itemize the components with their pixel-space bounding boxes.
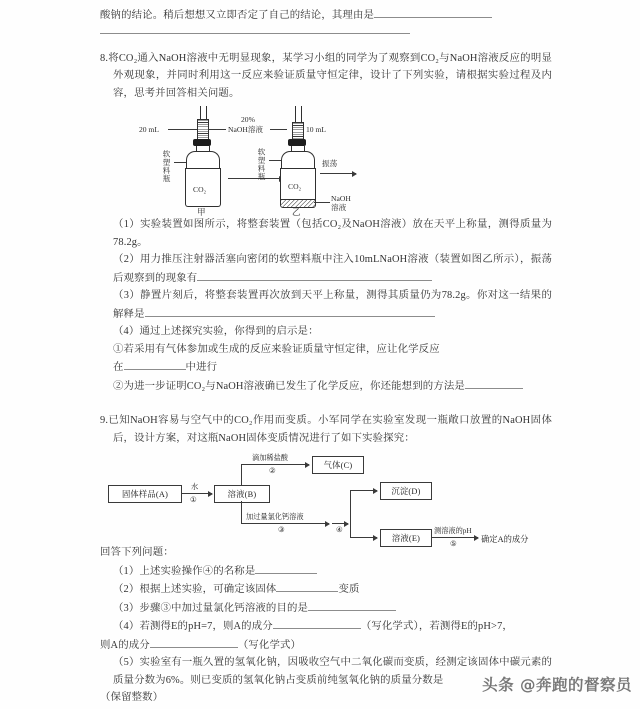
flowchart-line-b-up — [241, 464, 242, 485]
left-bottle-name-leader — [174, 162, 186, 163]
right-volume-label: 10 mL — [306, 125, 327, 134]
q8-item-4-text: 通过上述探究实验，你得到的启示是： — [139, 326, 319, 337]
question-9-stem-text: 已知NaOH容易与空气中的CO₂作用而变质。小军同学在实验室发现一瓶敞口放置的NaOH固体后，设计方案，对这瓶NaOH固体变质情况进行了如下实验探究： — [108, 415, 552, 444]
top-fragment-text: 酸钠的结论。稍后想想又立即否定了自己的结论，其理由是 — [100, 10, 375, 21]
q9-item-4-blank-2[interactable] — [150, 636, 238, 648]
q9-item-5-note: （保留整数） — [100, 692, 164, 703]
q9-item-3-text: 步骤③中加过量氯化钙溶液的目的是 — [139, 602, 309, 614]
question-8-number: 8. — [100, 52, 109, 64]
answer-blank-continued[interactable] — [100, 33, 410, 34]
q8-subitem-2 — [100, 377, 552, 396]
q8-item-4 — [100, 323, 552, 341]
flowchart-node-precipitate-d: 沉淀(D) — [380, 482, 432, 500]
question-8-stem-text: 将CO₂通入NaOH溶液中无明显现象，某学习小组的同学为了观察到CO₂与NaOH溶液反应的明显外观现象，并同时利用这一反应来验证质量守恒定律，设计了下列实验，请根据实验过程及内容，思考并回答相关问题。 — [108, 52, 552, 99]
flowchart-node-solid-sample-a: 固体样品(A) — [108, 485, 182, 503]
q9-item-3 — [100, 599, 552, 618]
q9-item-4-line2 — [100, 636, 552, 655]
q8-item-1 — [100, 216, 552, 251]
left-syringe-plunger — [200, 106, 207, 119]
q8-item-3 — [100, 287, 552, 323]
naoh-reagent-label: NaOH溶液 — [228, 125, 264, 134]
q8-item-2 — [100, 251, 552, 287]
shake-arrow — [320, 173, 356, 174]
q8-item-2-label: （2） — [113, 254, 140, 265]
flowchart-step-3: ③ — [278, 525, 285, 534]
naoh-solution-leader — [314, 202, 330, 203]
right-bottle-stopper — [288, 139, 306, 146]
question-9-stem — [100, 412, 552, 447]
flowchart-step-5: ⑤ — [450, 539, 457, 548]
flowchart-arrow-e-to-result — [432, 537, 478, 538]
q8-item-2-text: 用力推压注射器活塞向密闭的软塑料瓶中注入10mLNaOH溶液（装置如图乙所示），振荡后观察到的现象有 — [113, 254, 552, 284]
q9-item-1-label: （1） — [113, 565, 140, 577]
flowchart-label-add-dilute-hcl: 滴加稀盐酸 — [252, 454, 288, 462]
left-volume-label: 20 mL — [139, 125, 160, 134]
q8-item-1-label: （1） — [113, 219, 141, 230]
left-bottle-stopper — [193, 139, 211, 146]
q8-subitem-1-blank[interactable] — [124, 358, 186, 370]
right-syringe-plunger — [295, 106, 302, 122]
document-content — [100, 0, 552, 707]
co2-naoh-bottle-experiment-figure — [100, 106, 552, 217]
left-bottle-name-label: 软塑料瓶 — [162, 150, 171, 183]
flowchart-label-water: 水 — [191, 483, 199, 491]
q8-subitem-1-prefix: 在 — [113, 362, 124, 373]
flowchart-split-bar — [350, 490, 351, 537]
q9-item-2 — [100, 580, 552, 599]
q8-subitem-2-blank[interactable] — [465, 377, 523, 389]
flowchart-step-4: ④ — [336, 525, 343, 534]
flowchart-result-text: 确定A的成分 — [481, 535, 529, 544]
q9-item-4-seg4: （写化学式） — [237, 639, 302, 651]
q9-item-5-label: （5） — [113, 657, 140, 668]
q8-item-2-blank[interactable] — [197, 269, 432, 281]
q8-subitem-2-text: 为进一步证明CO₂与NaOH溶液确已发生了化学反应，你还能想到的方法是 — [123, 380, 465, 392]
left-bottle-gas-label: CO₂ — [193, 185, 207, 194]
q8-subitem-2-label: ② — [113, 380, 124, 392]
q9-item-3-blank[interactable] — [308, 599, 396, 611]
naoh-reagent-leader-left — [208, 129, 226, 130]
q9-item-2-blank[interactable] — [276, 580, 338, 592]
top-fragment-paragraph — [100, 6, 552, 25]
q8-item-3-label: （3） — [113, 290, 141, 301]
q8-subitem-1-label: ① — [113, 343, 124, 355]
q8-subitem-1-text: 若采用有气体参加或生成的反应来验证质量守恒定律，应让化学反应 — [123, 343, 440, 355]
shake-label: 振荡 — [322, 159, 338, 168]
flowchart-arrow-add-cacl2 — [241, 523, 329, 524]
flowchart-line-b-down — [241, 501, 242, 523]
q9-item-2-label: （2） — [113, 584, 140, 595]
flowchart-arrow-to-precipitate-d — [350, 490, 377, 491]
flowchart-arrow-to-split — [332, 523, 348, 524]
right-bottle-shoulder — [281, 151, 315, 169]
q8-item-1-text: 实验装置如图所示，将整套装置（包括CO₂及NaOH溶液）放在天平上称量，测得质量为78.2g。 — [113, 219, 552, 248]
flowchart-label-measure-ph: 测溶液的pH — [434, 527, 472, 535]
q9-item-4-blank-1[interactable] — [273, 617, 361, 629]
q9-item-2-text-after: 变质 — [338, 584, 360, 595]
channel-watermark: 头条 @奔跑的督察员 — [482, 676, 632, 694]
left-apparatus-caption: 甲 — [197, 207, 206, 217]
naoh-reagent-leader-right — [270, 129, 287, 130]
q9-item-4 — [100, 617, 552, 636]
flowchart-step-2: ② — [269, 466, 276, 475]
flowchart-arrow-a-to-b — [182, 493, 212, 494]
naoh-solution-label-line2: 溶液 — [331, 203, 347, 212]
naoh-degradation-flowchart-figure — [100, 452, 552, 548]
answer-blank[interactable] — [374, 6, 492, 18]
right-bottle-name-leader — [269, 160, 281, 161]
q9-item-4-seg1: 若测得E的pH=7，则A的成分 — [139, 621, 273, 632]
left-volume-leader — [168, 129, 197, 130]
q9-item-1-text: 上述实验操作④的名称是 — [139, 565, 256, 577]
q9-item-4-seg2: （写化学式），若测得E的pH>7， — [360, 621, 513, 632]
naoh-solution-label-line1: NaOH — [331, 194, 351, 203]
flowchart-step-1: ① — [190, 495, 197, 504]
q8-item-3-text: 静置片刻后，将整套装置再次放到天平上称量，测得其质量仍为78.2g。你对这一结果的解释是 — [113, 290, 552, 320]
q9-item-4-label: （4） — [113, 621, 140, 632]
q8-subitem-1 — [100, 341, 552, 359]
q9-item-3-label: （3） — [113, 602, 140, 614]
q9-item-4-seg3: 则A的成分 — [100, 639, 150, 651]
flowchart-arrow-to-gas-c — [241, 464, 309, 465]
right-bottle-gas-label: CO₂ — [288, 182, 302, 191]
process-arrow — [228, 178, 283, 179]
flowchart-arrow-to-solution-e — [350, 537, 377, 538]
q8-subitem-1-line2 — [100, 358, 552, 377]
q9-item-2-text-before: 根据上述实验，可确定该固体 — [139, 584, 277, 595]
flowchart-label-add-excess-cacl2: 加过量氯化钙溶液 — [246, 513, 304, 521]
right-apparatus-caption: 乙 — [292, 207, 301, 217]
naoh-concentration-label: 20% — [241, 115, 255, 124]
flowchart-node-solution-b: 溶液(B) — [214, 485, 270, 503]
q9-item-1-blank[interactable] — [255, 562, 317, 574]
left-bottle-shoulder — [186, 151, 220, 169]
q9-item-1 — [100, 562, 552, 581]
q8-item-3-blank[interactable] — [145, 305, 435, 317]
right-bottle-name-label: 软塑料瓶 — [257, 148, 266, 181]
flowchart-node-solution-e: 溶液(E) — [380, 529, 432, 547]
q9-item-5-text: 实验室有一瓶久置的氢氧化钠，因吸收空气中二氧化碳而变质，经测定该固体中碳元素的质量分数为6%。则已变质的氢氧化钠占变质前纯氢氧化钠的质量分数是 — [113, 657, 552, 686]
question-8-stem — [100, 50, 552, 103]
q8-subitem-1-suffix: 中进行 — [185, 362, 218, 373]
question-9-number: 9. — [100, 415, 109, 426]
q9-answer-prompt: 回答下列问题： — [100, 547, 174, 558]
q8-item-4-label: （4） — [113, 326, 140, 337]
flowchart-node-gas-c: 气体(C) — [312, 456, 364, 474]
